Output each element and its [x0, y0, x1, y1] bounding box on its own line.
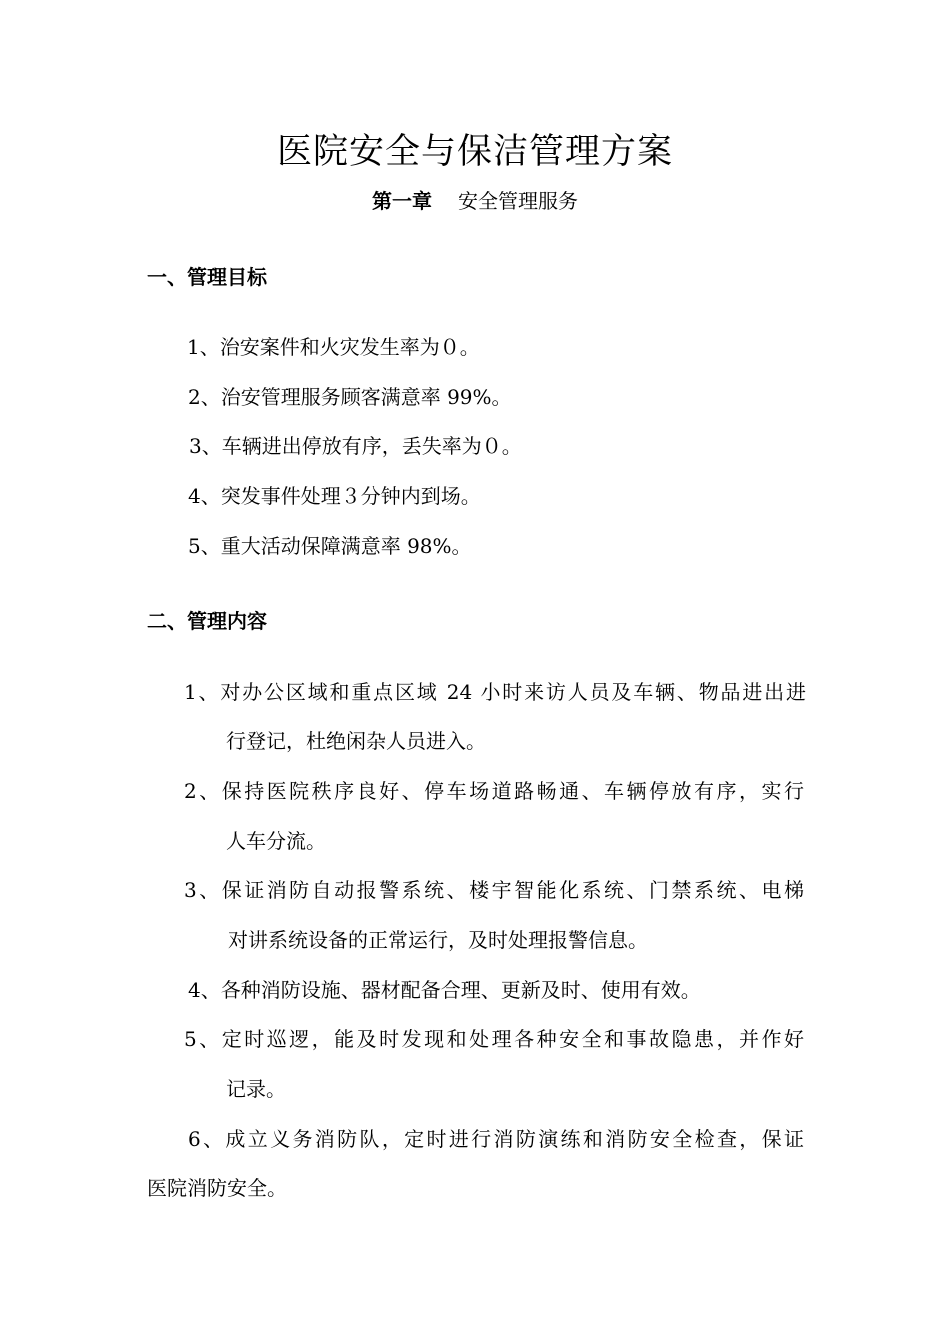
chapter-heading — [0, 186, 950, 216]
goal-item-1: 1、治安案件和火灾发生率为０。 — [187, 335, 480, 359]
document-title: 医院安全与保洁管理方案 — [276, 132, 673, 172]
content-item-3-line-2: 对讲系统设备的正常运行，及时处理报警信息。 — [228, 928, 648, 952]
goal-item-3: 3、车辆进出停放有序，丢失率为０。 — [189, 434, 522, 458]
goal-item-5: 5、重大活动保障满意率 98%。 — [188, 534, 472, 558]
goal-item-4: 4、突发事件处理３分钟内到场。 — [188, 484, 481, 508]
section-heading-content: 二、管理内容 — [147, 609, 267, 633]
content-item-4-line-1: 4、各种消防设施、器材配备合理、更新及时、使用有效。 — [188, 978, 701, 1002]
content-item-5-line-1: 5、定时巡逻，能及时发现和处理各种安全和事故隐患，并作好 — [184, 1027, 804, 1051]
chapter-number: 第一章 — [372, 189, 432, 213]
content-item-6-line-1: 6、成立义务消防队，定时进行消防演练和消防安全检查，保证 — [188, 1127, 804, 1151]
content-item-6-line-2: 医院消防安全。 — [147, 1176, 287, 1200]
chapter-name: 安全管理服务 — [458, 189, 578, 213]
content-item-1-line-1: 1、对办公区域和重点区域 24 小时来访人员及车辆、物品进出进 — [184, 680, 806, 704]
content-item-5-line-2: 记录。 — [226, 1077, 286, 1101]
content-item-3-line-1: 3、保证消防自动报警系统、楼宇智能化系统、门禁系统、电梯 — [184, 878, 804, 902]
section-heading-goals: 一、管理目标 — [147, 265, 267, 289]
content-item-2-line-2: 人车分流。 — [226, 829, 326, 853]
goal-item-2: 2、治安管理服务顾客满意率 99%。 — [188, 385, 512, 409]
content-item-2-line-1: 2、保持医院秩序良好、停车场道路畅通、车辆停放有序，实行 — [184, 779, 804, 803]
content-item-1-line-2: 行登记，杜绝闲杂人员进入。 — [226, 729, 486, 753]
